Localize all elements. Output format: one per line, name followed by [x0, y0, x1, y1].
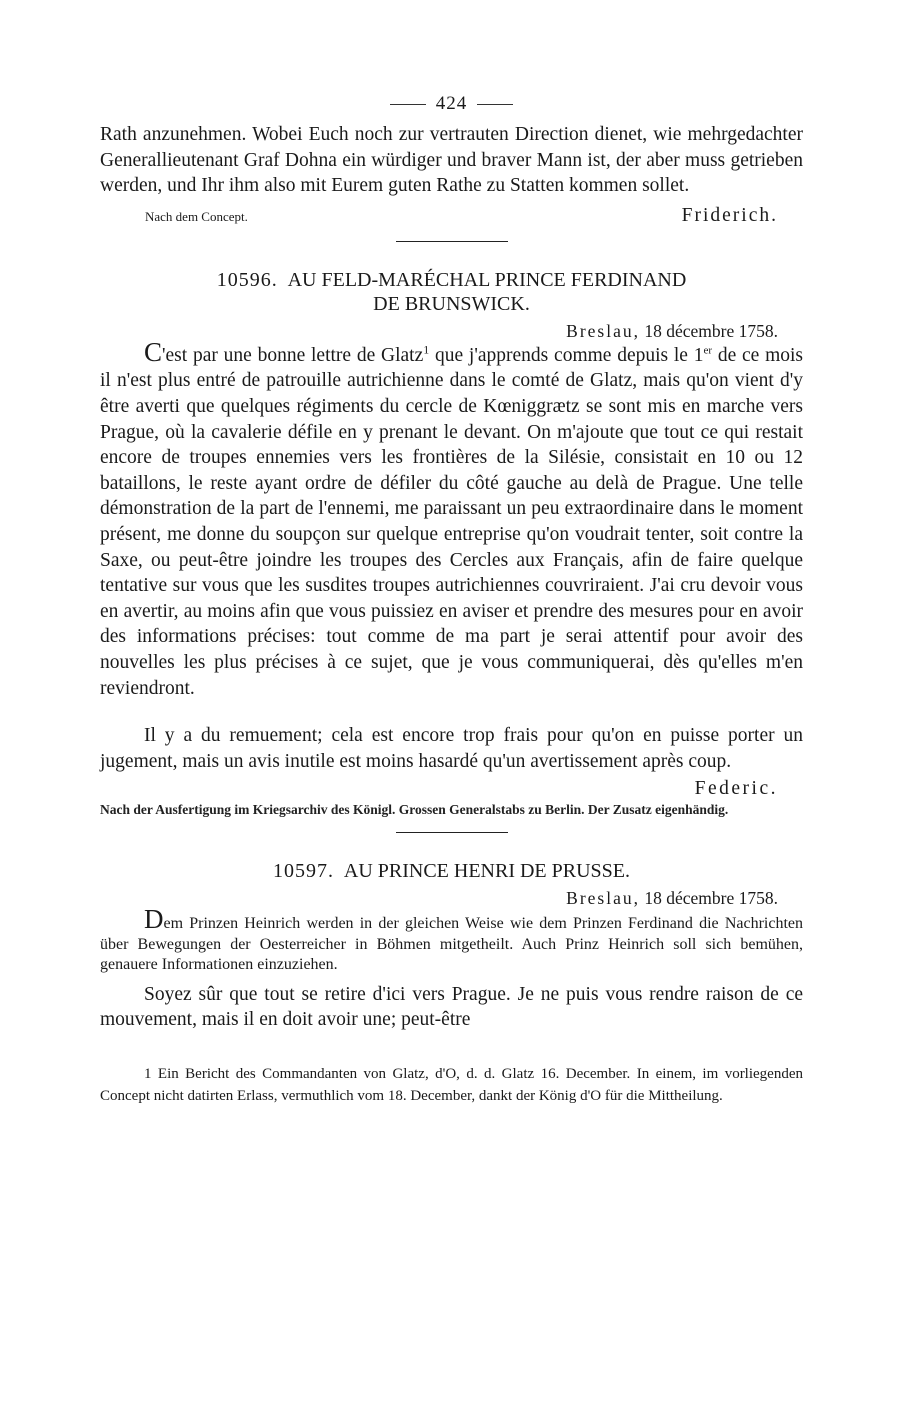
- footnote: [100, 1063, 803, 1107]
- letter-10596-para1-rest: de ce mois il n'est plus entré de patrouille autrichienne dans le comté de Glatz, mais qu'on vient d'y être averti que quelques régiments du cercle de Kœniggrætz se sont mis en marche vers Prague, où la cavalerie défile en y prenant le devant. On m'ajoute que tout ce qui restait encore de troupes ennemies vers les frontières de la Silésie, consistait en 10 ou 12 bataillons, le reste ayant ordre de défiler du côté gauche au delà de Prague. Une telle démonstration de la part de l'ennemi, me paraissant un peu extraordinaire dans le moment présent, me donne du soupçon sur quelque entreprise qu'on voudrait tenter, soit contre la Saxe, ou peut-être joindre les troupes des Cercles aux Français, afin de faire quelque tentative sur vous que les susdites troupes autrichiennes couvriraient. J'ai cru devoir vous en avertir, au moins afin que vous puissiez en aviser et prendre des mesures pour en avoir des informations précises: tout comme de ma part je serai attentif pour avoir des nouvelles les plus précises à ce sujet, que je vous communiquerai, dès qu'elles m'en reviendront.: [100, 344, 804, 699]
- letter-10596-archive-note: Nach der Ausfertigung im Kriegsarchiv des Königl. Grossen Generalstabs zu Berlin. Der Zusatz eigenhändig.: [100, 802, 729, 818]
- letter-10596-title-line1: AU FELD-MARÉCHAL PRINCE FERDINAND: [287, 268, 687, 291]
- top-paragraph: Rath anzunehmen. Wobei Euch noch zur vertrauten Direction dienet, wie mehrgedachter Generallieutenant Graf Dohna ein würdiger und braver Mann ist, der aber muss getrieben werden, und Ihr ihm also mit Eurem guten Rathe zu Statten kommen sollet.: [100, 124, 803, 197]
- document-page: [100, 90, 803, 1107]
- letter-10597-title: AU PRINCE HENRI DE PRUSSE.: [343, 860, 631, 883]
- top-signature: Friderich.: [681, 204, 778, 226]
- letter-10596-para1-mid: que j'apprends comme depuis le 1: [429, 344, 704, 366]
- section-divider-2: [396, 832, 508, 833]
- letter-10597-summary-text: em Prinzen Heinrich werden in der gleichen Weise wie dem Prinzen Ferdinand die Nachrichten über Bewegungen der Oesterreicher in Böhmen mitgetheilt. Auch Prinz Heinrich soll sich bemühen, genauere Informationen einzuziehen.: [100, 915, 803, 974]
- letter-10597-date: 18 décembre 1758.: [644, 888, 778, 909]
- letter-10596-number: 10596.: [216, 268, 278, 291]
- letter-10596-superscript: er: [703, 344, 713, 357]
- letter-10597-place: Breslau,: [566, 888, 640, 909]
- page-number-dash-right: [477, 104, 513, 105]
- page-number: [100, 90, 803, 118]
- footnote-reference: 1: [423, 342, 430, 357]
- page-number-dash-left: [390, 104, 426, 105]
- letter-10596-para1-start: 'est par une bonne lettre de Glatz: [162, 344, 424, 366]
- letter-10597-dateline: [100, 886, 803, 910]
- letter-10596-paragraph-2: Il y a du remuement; cela est encore trop frais pour qu'on en puisse porter un jugement, mais un avis inutile est moins hasardé qu'un avertissement après coup.: [100, 725, 803, 772]
- letter-10597-heading: [100, 859, 803, 883]
- letter-10596-dateline: [100, 319, 803, 343]
- page-number-text: 424: [435, 93, 468, 114]
- footnote-mark: 1: [144, 1065, 152, 1082]
- top-source: Nach dem Concept.: [145, 208, 248, 224]
- letter-10597-number: 10597.: [272, 860, 334, 883]
- letter-10596-dropcap: C: [144, 336, 163, 367]
- letter-10597-paragraph-1: Soyez sûr que tout se retire d'ici vers Prague. Je ne puis vous rendre raison de ce mouvement, mais il en doit avoir une; peut-être: [100, 983, 803, 1031]
- letter-10597-summary: [100, 904, 803, 976]
- section-divider: [396, 241, 508, 242]
- letter-10596-place: Breslau,: [566, 320, 640, 341]
- letter-10596-signature: Federic.: [694, 778, 778, 800]
- letter-10597-dropcap: D: [144, 904, 164, 935]
- letter-10596-paragraph-1: [100, 336, 804, 701]
- letter-10596-date: 18 décembre 1758.: [644, 320, 778, 341]
- top-source-line: [100, 205, 803, 227]
- footnote-text: Ein Bericht des Commandanten von Glatz, d'O, d. d. Glatz 16. December. In einem, im vorliegenden Concept nicht datirten Erlass, vermuthlich vom 18. December, dankt der König d'O für die Mittheilung.: [100, 1065, 803, 1104]
- letter-10596-heading: [100, 268, 803, 316]
- letter-10596-title-line2: DE BRUNSWICK.: [373, 292, 530, 315]
